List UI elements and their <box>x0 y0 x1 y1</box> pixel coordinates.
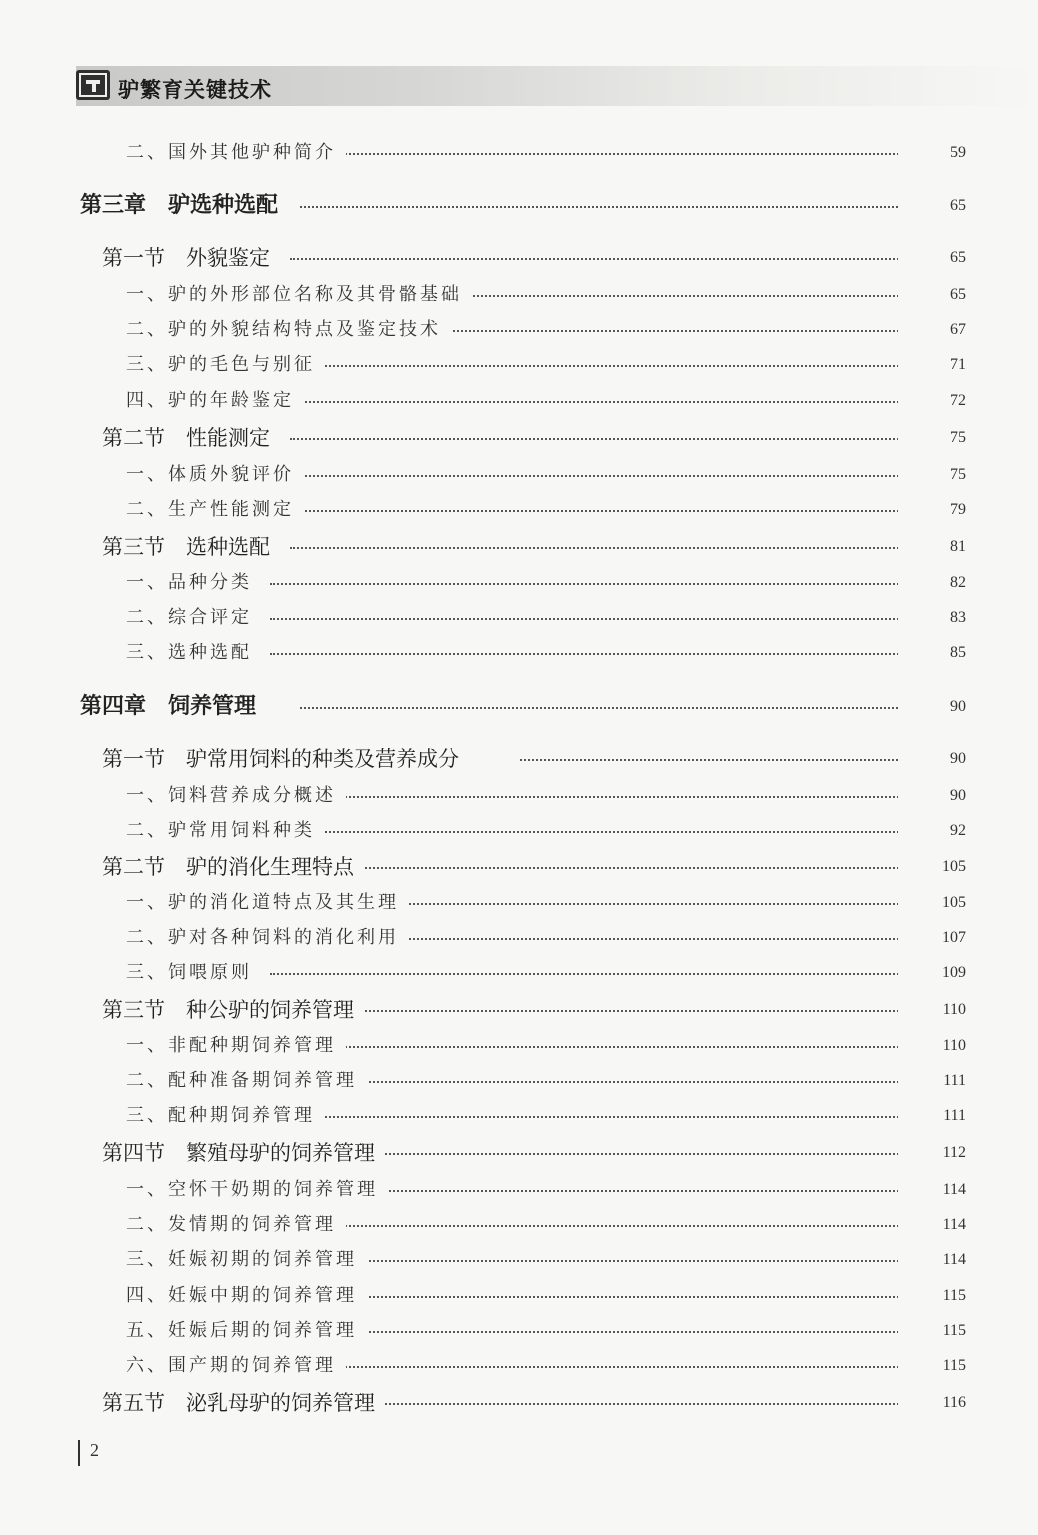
toc-entry-page: 82 <box>898 568 966 598</box>
toc-section-title: 第四节 繁殖母驴的饲养管理 <box>102 1138 385 1168</box>
toc-section[interactable] <box>0 423 1038 453</box>
toc-section-title: 第二节 性能测定 <box>102 423 280 453</box>
toc-entry-page: 115 <box>898 1281 966 1311</box>
toc-entry[interactable] <box>0 386 1038 416</box>
toc-entry-title: 二、发情期的饲养管理 <box>126 1210 346 1240</box>
toc-entry[interactable] <box>0 568 1038 598</box>
toc-entry-page: 105 <box>898 852 966 882</box>
toc-entry-page: 65 <box>898 191 966 221</box>
toc-entry-page: 107 <box>898 923 966 953</box>
toc-entry-page: 83 <box>898 603 966 633</box>
toc-section-title: 第二节 驴的消化生理特点 <box>102 852 364 882</box>
dot-leader <box>270 510 946 512</box>
dot-leader <box>270 1296 946 1298</box>
toc-entry-title: 二、生产性能测定 <box>126 495 304 525</box>
toc-section-title: 第三节 种公驴的饲养管理 <box>102 995 364 1025</box>
toc-entry-page: 115 <box>898 1351 966 1381</box>
toc-entry-page: 111 <box>898 1066 966 1096</box>
toc-entry-page: 92 <box>898 816 966 846</box>
dot-leader <box>290 1010 946 1012</box>
toc-entry[interactable] <box>0 460 1038 490</box>
toc-chapter[interactable] <box>0 191 1038 221</box>
toc-entry[interactable] <box>0 816 1038 846</box>
toc-entry[interactable] <box>0 1351 1038 1381</box>
dot-leader <box>290 547 946 549</box>
toc-entry-page: 90 <box>898 781 966 811</box>
toc-chapter-title: 第三章 驴选种选配 <box>80 191 288 221</box>
dot-leader <box>270 1116 946 1118</box>
toc-entry-page: 59 <box>898 138 966 168</box>
toc-entry-title: 三、选种选配 <box>126 638 262 668</box>
dot-leader <box>270 1366 946 1368</box>
toc-entry[interactable] <box>0 138 1038 168</box>
dot-leader <box>270 831 946 833</box>
toc-entry[interactable] <box>0 495 1038 525</box>
toc-entry-page: 81 <box>898 532 966 562</box>
toc-entry-title: 四、驴的年龄鉴定 <box>126 386 304 416</box>
dot-leader <box>270 1225 946 1227</box>
toc-entry-page: 79 <box>898 495 966 525</box>
toc-entry-title: 三、妊娠初期的饲养管理 <box>126 1245 367 1275</box>
toc-entry-title: 五、妊娠后期的饲养管理 <box>126 1316 367 1346</box>
toc-entry[interactable] <box>0 603 1038 633</box>
toc-entry-title: 一、体质外貌评价 <box>126 460 304 490</box>
toc-entry-title: 四、妊娠中期的饲养管理 <box>126 1281 367 1311</box>
toc-entry-title: 一、空怀干奶期的饲养管理 <box>126 1175 388 1205</box>
toc-entry[interactable] <box>0 1245 1038 1275</box>
toc-entry-page: 114 <box>898 1210 966 1240</box>
toc-entry[interactable] <box>0 1175 1038 1205</box>
toc-entry[interactable] <box>0 781 1038 811</box>
toc-entry-page: 114 <box>898 1175 966 1205</box>
toc-section[interactable] <box>0 995 1038 1025</box>
dot-leader <box>300 206 946 208</box>
toc-section[interactable] <box>0 243 1038 273</box>
toc-section-title: 第一节 驴常用饲料的种类及营养成分 <box>102 744 469 774</box>
toc-entry-title: 二、国外其他驴种简介 <box>126 138 346 168</box>
toc-entry-title: 六、围产期的饲养管理 <box>126 1351 346 1381</box>
toc-entry-page: 109 <box>898 958 966 988</box>
toc-entry-title: 一、非配种期饲养管理 <box>126 1031 346 1061</box>
toc-entry-title: 二、驴对各种饲料的消化利用 <box>126 923 409 953</box>
toc-entry-page: 75 <box>898 423 966 453</box>
dot-leader <box>270 1331 946 1333</box>
dot-leader <box>270 653 946 655</box>
toc-entry-page: 71 <box>898 350 966 380</box>
toc-entry[interactable] <box>0 1281 1038 1311</box>
toc-entry-title: 一、驴的外形部位名称及其骨骼基础 <box>126 280 472 310</box>
toc-entry-page: 116 <box>898 1388 966 1418</box>
dot-leader <box>290 867 946 869</box>
dot-leader <box>290 1403 946 1405</box>
dot-leader <box>270 583 946 585</box>
dot-leader <box>300 707 946 709</box>
dot-leader <box>270 1260 946 1262</box>
toc-entry-title: 一、驴的消化道特点及其生理 <box>126 888 409 918</box>
toc-entry-page: 112 <box>898 1138 966 1168</box>
dot-leader <box>270 1046 946 1048</box>
toc-entry-title: 一、品种分类 <box>126 568 262 598</box>
toc-entry-page: 67 <box>898 315 966 345</box>
toc-entry[interactable] <box>0 1316 1038 1346</box>
dot-leader <box>270 1081 946 1083</box>
dot-leader <box>290 1153 946 1155</box>
dot-leader <box>270 153 946 155</box>
toc-entry-title: 三、配种期饲养管理 <box>126 1101 325 1131</box>
footer-rule <box>78 1440 80 1466</box>
toc-entry-page: 90 <box>898 692 966 722</box>
toc-entry[interactable] <box>0 1210 1038 1240</box>
toc-entry-page: 111 <box>898 1101 966 1131</box>
toc-section[interactable] <box>0 744 1038 774</box>
toc-entry-title: 二、驴常用饲料种类 <box>126 816 325 846</box>
toc-entry-title: 二、综合评定 <box>126 603 262 633</box>
toc-section[interactable] <box>0 1388 1038 1418</box>
dot-leader <box>270 796 946 798</box>
toc-section[interactable] <box>0 1138 1038 1168</box>
dot-leader <box>270 973 946 975</box>
toc-chapter[interactable] <box>0 692 1038 722</box>
dot-leader <box>290 438 946 440</box>
toc-entry-page: 110 <box>898 995 966 1025</box>
dot-leader <box>270 475 946 477</box>
toc-entry[interactable] <box>0 638 1038 668</box>
toc-entry[interactable] <box>0 315 1038 345</box>
toc-section-title: 第五节 泌乳母驴的饲养管理 <box>102 1388 385 1418</box>
page-number: 2 <box>90 1440 99 1460</box>
toc-entry-title: 三、驴的毛色与别征 <box>126 350 325 380</box>
toc-entry-page: 105 <box>898 888 966 918</box>
toc-section[interactable] <box>0 532 1038 562</box>
dot-leader <box>520 759 946 761</box>
toc-entry-page: 114 <box>898 1245 966 1275</box>
dot-leader <box>270 365 946 367</box>
toc-entry-page: 115 <box>898 1316 966 1346</box>
toc-entry[interactable] <box>0 1101 1038 1131</box>
toc-section[interactable] <box>0 852 1038 882</box>
dot-leader <box>290 258 946 260</box>
toc-section-title: 第一节 外貌鉴定 <box>102 243 280 273</box>
toc-entry[interactable] <box>0 958 1038 988</box>
toc-entry[interactable] <box>0 888 1038 918</box>
toc-entry-title: 三、饲喂原则 <box>126 958 262 988</box>
dot-leader <box>270 618 946 620</box>
toc-entry[interactable] <box>0 1066 1038 1096</box>
toc-entry-page: 65 <box>898 243 966 273</box>
toc-entry-page: 85 <box>898 638 966 668</box>
toc-entry-title: 二、配种准备期饲养管理 <box>126 1066 367 1096</box>
toc-entry-page: 90 <box>898 744 966 774</box>
toc-entry-page: 65 <box>898 280 966 310</box>
toc-entry[interactable] <box>0 1031 1038 1061</box>
toc-entry-page: 72 <box>898 386 966 416</box>
toc-section-title: 第三节 选种选配 <box>102 532 280 562</box>
toc-entry[interactable] <box>0 350 1038 380</box>
book-title: 驴繁育关键技术 <box>118 78 272 102</box>
toc-chapter-title: 第四章 饲养管理 <box>80 692 266 722</box>
toc-entry[interactable] <box>0 923 1038 953</box>
dot-leader <box>270 401 946 403</box>
toc-entry-title: 二、驴的外貌结构特点及鉴定技术 <box>126 315 451 345</box>
toc-entry[interactable] <box>0 280 1038 310</box>
toc-entry-page: 110 <box>898 1031 966 1061</box>
toc-entry-title: 一、饲料营养成分概述 <box>126 781 346 811</box>
toc-entry-page: 75 <box>898 460 966 490</box>
